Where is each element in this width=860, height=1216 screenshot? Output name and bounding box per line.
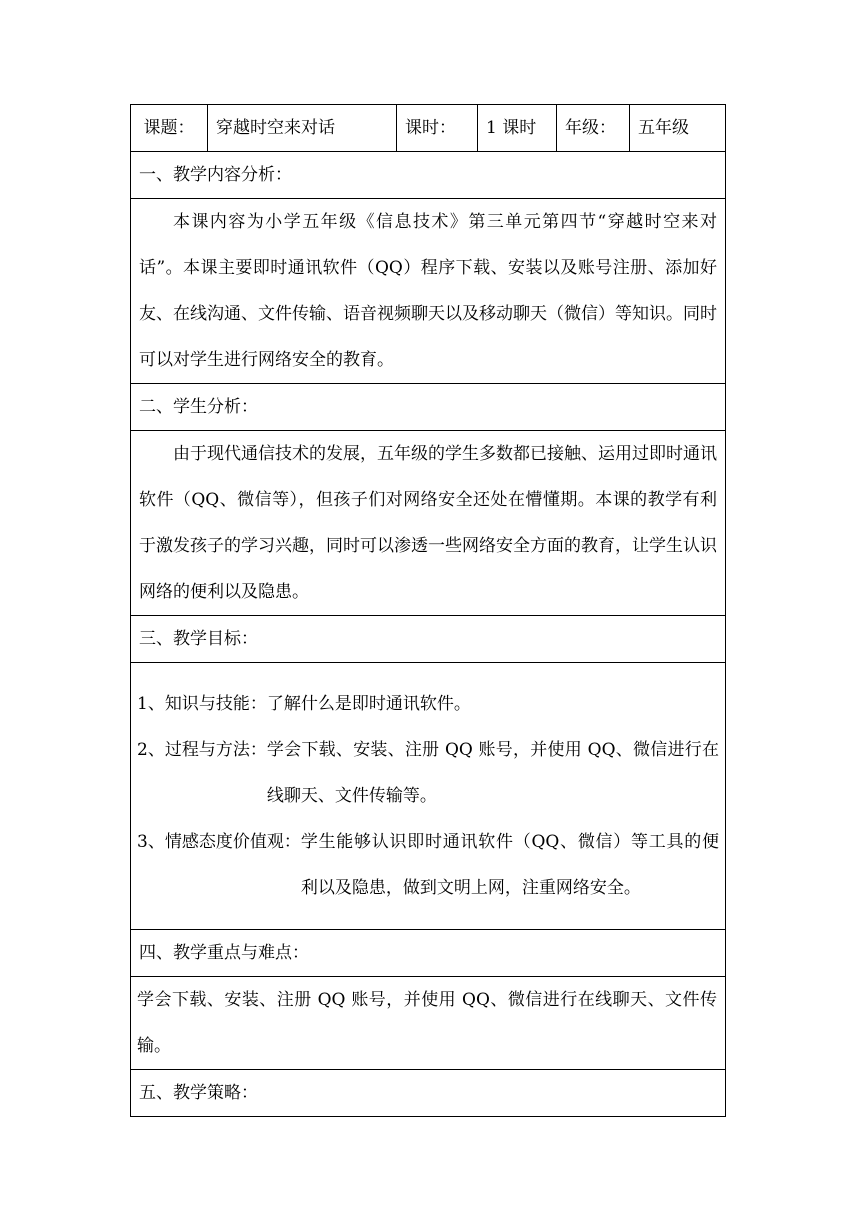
goal-1 bbox=[137, 681, 719, 727]
goal-3-label: 3、情感态度价值观： bbox=[137, 832, 301, 852]
goal-1-label: 1、知识与技能： bbox=[137, 694, 267, 714]
section-4-body-row bbox=[131, 977, 726, 1070]
section-4-title-row bbox=[131, 930, 726, 977]
goal-1-text: 了解什么是即时通讯软件。 bbox=[266, 694, 471, 714]
teaching-goals bbox=[131, 663, 726, 930]
section-1-body-row bbox=[131, 199, 726, 384]
header-row bbox=[131, 105, 726, 152]
grade-label: 年级： bbox=[557, 105, 630, 152]
lesson-plan-table bbox=[130, 104, 726, 1117]
section-3-title: 三、教学目标： bbox=[131, 616, 726, 663]
topic-value: 穿越时空来对话 bbox=[208, 105, 397, 152]
goal-2-text: 学会下载、安装、注册 QQ 账号，并使用 QQ、微信进行在线聊天、文件传输等。 bbox=[266, 740, 719, 806]
grade-value: 五年级 bbox=[630, 105, 726, 152]
topic-label: 课题： bbox=[131, 105, 208, 152]
goal-2 bbox=[137, 727, 719, 819]
section-3-goals-row bbox=[131, 663, 726, 930]
goal-3-text: 学生能够认识即时通讯软件（QQ、微信）等工具的便利以及隐患，做到文明上网，注重网络安全。 bbox=[300, 832, 719, 898]
section-1-title-row bbox=[131, 152, 726, 199]
section-5-title-row bbox=[131, 1070, 726, 1117]
section-3-title-row bbox=[131, 616, 726, 663]
section-2-title: 二、学生分析： bbox=[131, 384, 726, 431]
section-2-body-row bbox=[131, 431, 726, 616]
goal-3 bbox=[137, 819, 719, 911]
section-1-body: 本课内容为小学五年级《信息技术》第三单元第四节“穿越时空来对话”。本课主要即时通讯软件（QQ）程序下载、安装以及账号注册、添加好友、在线沟通、文件传输、语音视频聊天以及移动聊天（微信）等知识。同时可以对学生进行网络安全的教育。 bbox=[131, 199, 726, 384]
section-4-body: 学会下载、安装、注册 QQ 账号，并使用 QQ、微信进行在线聊天、文件传输。 bbox=[131, 977, 726, 1070]
section-5-title: 五、教学策略： bbox=[131, 1070, 726, 1117]
period-label: 课时： bbox=[397, 105, 478, 152]
section-2-body: 由于现代通信技术的发展，五年级的学生多数都已接触、运用过即时通讯软件（QQ、微信等），但孩子们对网络安全还处在懵懂期。本课的教学有利于激发孩子的学习兴趣，同时可以渗透一些网络安全方面的教育，让学生认识网络的便利以及隐患。 bbox=[131, 431, 726, 616]
section-2-title-row bbox=[131, 384, 726, 431]
section-1-title: 一、教学内容分析： bbox=[131, 152, 726, 199]
period-value: 1 课时 bbox=[478, 105, 557, 152]
section-4-title: 四、教学重点与难点： bbox=[131, 930, 726, 977]
goal-2-label: 2、过程与方法： bbox=[137, 740, 267, 760]
